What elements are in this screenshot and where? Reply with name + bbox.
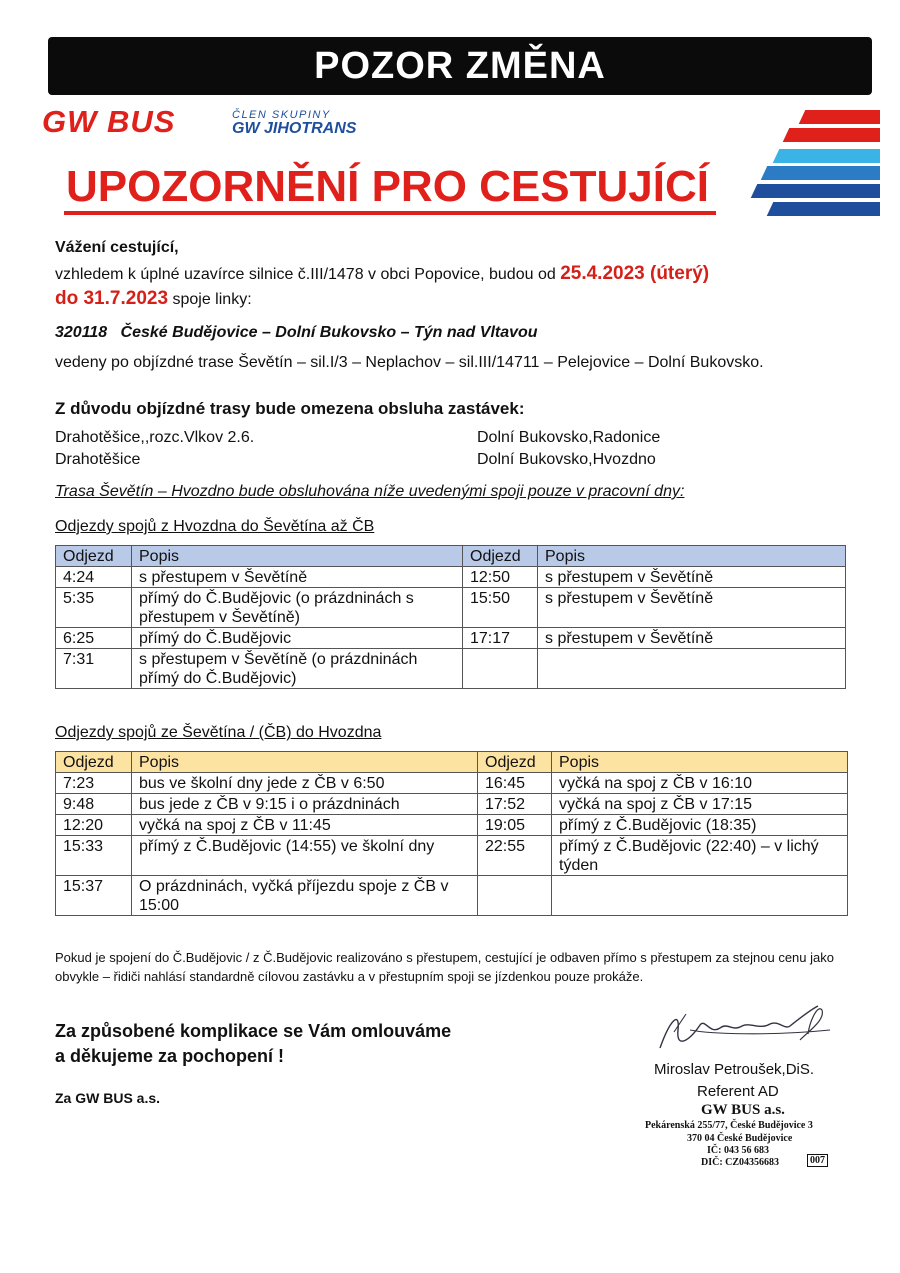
table-cell: 6:25 [56,628,132,649]
date-to: do 31.7.2023 [55,288,169,309]
table-cell: 4:24 [56,567,132,588]
stop-left-1: Drahotěšice,,rozc.Vlkov 2.6. [55,429,255,446]
table-cell: 5:35 [56,588,132,628]
table-cell: vyčká na spoj z ČB v 11:45 [132,815,478,836]
salutation: Vážení cestující, [55,239,179,256]
intro-text: vzhledem k úplné uzavírce silnice č.III/1478 v obci Popovice, budou od [55,266,556,283]
table-cell: 12:50 [463,567,538,588]
company-signoff: Za GW BUS a.s. [55,1090,161,1106]
stamp-number: 007 [807,1154,828,1167]
jihotrans-logo: GW JIHOTRANS [232,120,357,137]
stop-right-2: Dolní Bukovsko,Hvozdno [477,451,656,468]
transfer-note: Pokud je spojení do Č.Budějovic / z Č.Budějovic realizováno s přestupem, cestující je odbaven přímo s přestupem za stejnou cenu jako obvykle – řidiči nahlásí standardně cílovou zastávku a v přestupním spoji se jízdenkou pouze prokáže. [55,950,834,984]
table-cell: vyčká na spoj z ČB v 17:15 [552,794,848,815]
table1-title: Odjezdy spojů z Hvozdna do Ševětína až ČB [55,518,375,535]
header-cell: Odjezd [478,752,552,773]
table-row [56,876,848,916]
table-cell: 15:37 [56,876,132,916]
table-row [56,588,846,628]
table-cell: bus jede z ČB v 9:15 i o prázdninách [132,794,478,815]
table-cell: s přestupem v Ševětíně [538,567,846,588]
table-cell: 7:23 [56,773,132,794]
header-cell: Odjezd [56,546,132,567]
table-cell: bus ve školní dny jede z ČB v 6:50 [132,773,478,794]
table-cell: přímý z Č.Budějovic (14:55) ve školní dny [132,836,478,876]
table-cell: přímý do Č.Budějovic (o prázdninách s přestupem v Ševětíně) [132,588,463,628]
line-route: České Budějovice – Dolní Bukovsko – Týn nad Vltavou [120,324,538,341]
departures-table-1 [55,545,846,689]
departures-table-2 [55,751,848,916]
header-cell: Popis [538,546,846,567]
table2-title: Odjezdy spojů ze Ševětína / (ČB) do Hvozdna [55,724,382,741]
table-row [56,567,846,588]
table-cell: s přestupem v Ševětíně [538,628,846,649]
table-cell [538,649,846,689]
table-cell: 12:20 [56,815,132,836]
table-cell: s přestupem v Ševětíně (o prázdninách přímý do Č.Budějovic) [132,649,463,689]
apology-line-2: a děkujeme za pochopení ! [55,1046,285,1066]
gw-bus-logo: GW BUS [42,104,176,139]
table-row [56,649,846,689]
stamp-dic: DIČ: CZ04356683 [701,1157,780,1168]
stripes-graphic [740,108,880,220]
stamp-ic: IČ: 043 56 683 [707,1145,769,1156]
table-row [56,628,846,649]
intro-line-1 [55,264,709,285]
notice-headline: UPOZORNĚNÍ PRO CESTUJÍCÍ [66,162,709,211]
date-from: 25.4.2023 (úterý) [560,263,710,284]
table-cell: 15:50 [463,588,538,628]
stamp-company: GW BUS a.s. [701,1102,785,1118]
stops-heading: Z důvodu objízdné trasy bude omezena obsluha zastávek: [55,399,525,418]
company-stamp [645,1102,845,1174]
table-row [56,836,848,876]
header-cell: Popis [132,752,478,773]
table-row [56,815,848,836]
table-cell: s přestupem v Ševětíně [538,588,846,628]
intro-line-2 [55,289,252,310]
table-cell: 19:05 [478,815,552,836]
apology-line-1: Za způsobené komplikace se Vám omlouváme [55,1021,452,1041]
stop-right-1: Dolní Bukovsko,Radonice [477,429,661,446]
header-cell: Odjezd [463,546,538,567]
table-cell: 9:48 [56,794,132,815]
table-header [56,546,846,567]
table-cell [552,876,848,916]
header-cell: Popis [132,546,463,567]
weekday-note: Trasa Ševětín – Hvozdno bude obsluhována níže uvedenými spoji pouze v pracovní dny: [55,483,685,500]
table-cell: 17:17 [463,628,538,649]
table-cell: 22:55 [478,836,552,876]
signatory-role: Referent AD [697,1083,779,1100]
table-header [56,752,848,773]
table-cell: 15:33 [56,836,132,876]
stamp-address: Pekárenská 255/77, České Budějovice 3 [645,1120,813,1131]
table-row [56,794,848,815]
signatory-name: Miroslav Petroušek,DiS. [654,1061,815,1078]
table-cell: přímý z Č.Budějovic (18:35) [552,815,848,836]
stop-left-2: Drahotěšice [55,451,141,468]
table-cell: přímý z Č.Budějovic (22:40) – v lichý týden [552,836,848,876]
banner-title: POZOR ZMĚNA [48,37,872,95]
table-row [56,773,848,794]
table-cell [463,649,538,689]
signature-image [650,1000,840,1060]
table-cell: 16:45 [478,773,552,794]
intro-line-2-rest: spoje linky: [172,291,252,308]
stamp-city: 370 04 České Budějovice [687,1133,793,1144]
bus-line [55,323,538,343]
table-cell: vyčká na spoj z ČB v 16:10 [552,773,848,794]
header-cell: Popis [552,752,848,773]
table-cell [478,876,552,916]
table-cell: 7:31 [56,649,132,689]
table-cell: O prázdninách, vyčká příjezdu spoje z ČB v 15:00 [132,876,478,916]
headline-underline [64,211,716,215]
line-number: 320118 [55,324,108,341]
detour-route: vedeny po objízdné trase Ševětín – sil.I/3 – Neplachov – sil.III/14711 – Pelejovice – Dolní Bukovsko. [55,354,764,371]
table-cell: 17:52 [478,794,552,815]
header-cell: Odjezd [56,752,132,773]
table-cell: přímý do Č.Budějovic [132,628,463,649]
table-cell: s přestupem v Ševětíně [132,567,463,588]
member-line: ČLEN SKUPINY [232,109,331,121]
